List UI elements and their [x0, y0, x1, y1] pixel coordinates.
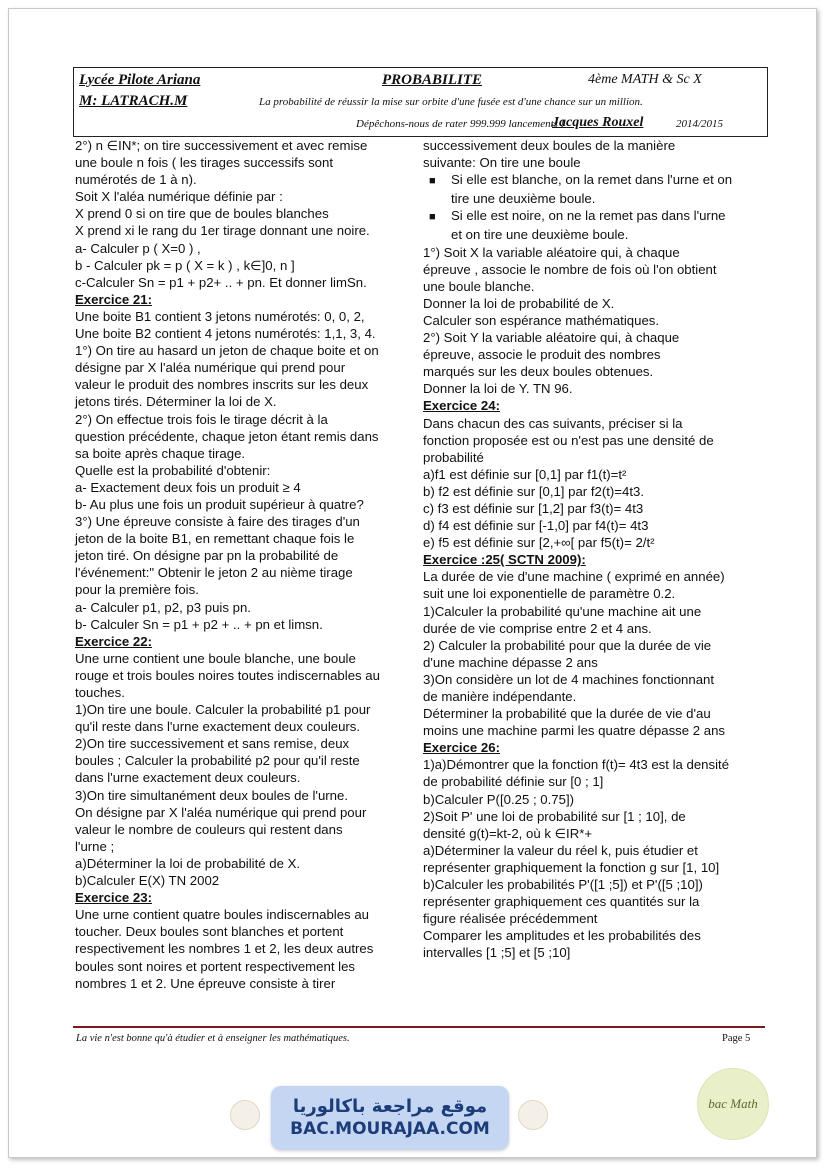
text-line: représenter graphiquement la fonction g sur [1, 10] [423, 859, 720, 875]
text-line: b- Au plus une fois un produit supérieur à quatre? [75, 496, 364, 512]
text-line: c) f3 est définie sur [1,2] par f3(t)= 4t3 [423, 500, 644, 516]
text-line: touches. [75, 685, 125, 700]
text-line: Donner la loi de probabilité de X. [423, 295, 615, 311]
text-line: X prend 0 si on tire que de boules blanches [75, 206, 329, 222]
text-line: 1°) Soit X la variable aléatoire qui, à chaque [423, 244, 680, 260]
text-line: 3)On tire simultanément deux boules de l'urne. [75, 787, 349, 803]
class-label: 4ème MATH & Sc X [588, 72, 702, 87]
text-line: Comparer les amplitudes et les probabilités des [423, 928, 701, 944]
text-line: densité g(t)=kt-2, où k ∈IR*+ [423, 825, 593, 841]
text-line: 2)Soit P' une loi de probabilité sur [1 ; 10], de [423, 808, 686, 824]
text-line: question précédente, chaque jeton étant remis dans [75, 428, 379, 444]
exercise-heading: Exercice :25( SCTN 2009): [423, 552, 586, 568]
text-line: a- Exactement deux fois un produit ≥ 4 [75, 479, 301, 495]
text-line: successivement deux boules de la manière [423, 138, 676, 153]
text-line: et on tire une deuxième boule. [451, 227, 629, 243]
teacher-name: M: LATRACH.M [79, 93, 188, 109]
text-line: probabilité [423, 449, 484, 465]
text-line: b - Calculer pk = p ( X = k ) , k∈]0, n ] [75, 257, 295, 273]
left-logo-icon [230, 1100, 260, 1130]
text-line: Une urne contient quatre boules indiscernables au [75, 907, 369, 923]
text-line: fonction proposée est ou n'est pas une densité de [423, 432, 714, 448]
banner-url[interactable]: BAC.MOURAJAA.COM [290, 1119, 490, 1139]
text-line: boules ; Calculer la probabilité p2 pour qu'il reste [75, 753, 360, 769]
exercise-heading: Exercice 21: [75, 291, 152, 307]
text-line: b) f2 est définie sur [0,1] par f2(t)=4t3. [423, 483, 645, 499]
text-line [423, 207, 768, 226]
text-line: 2) Calculer la probabilité pour que la durée de vie [423, 637, 712, 653]
text-line: 3°) Une épreuve consiste à faire des tirages d'un [75, 514, 360, 530]
text-line: désigne par X l'aléa numérique qui prend pour [75, 360, 346, 376]
text-line: 1)On tire une boule. Calculer la probabilité p1 pour [75, 702, 371, 718]
text-line: a)Déterminer la loi de probabilité de X. [75, 855, 301, 871]
text-line: a)f1 est définie sur [0,1] par f1(t)=t² [423, 466, 627, 482]
text-line: 3)On considère un lot de 4 machines fonctionnant [423, 671, 715, 687]
banner-arabic-title: موقع مراجعة باكالوريا [292, 1096, 488, 1117]
text-line: b)Calculer les probabilités P'([1 ;5]) et P'([5 ;10]) [423, 877, 703, 893]
text-line: jeton tiré. On désigne par pn la probabilité de [75, 548, 339, 564]
text-line: d) f4 est définie sur [-1,0] par f4(t)= 4t3 [423, 518, 649, 534]
left-column [75, 137, 415, 992]
text-line: sa boite après chaque tirage. [75, 445, 246, 461]
text-line: valeur le nombre de couleurs qui restent dans [75, 821, 343, 837]
text-line: représenter graphiquement ces quantités sur la [423, 894, 700, 910]
text-line: b)Calculer E(X) TN 2002 [75, 873, 220, 889]
text-line: 1°) On tire au hasard un jeton de chaque boite et on [75, 343, 379, 359]
text-line: épreuve , associe le nombre de fois où l'on obtient [423, 261, 717, 277]
document-title: PROBABILITE [382, 72, 483, 88]
text-line: tire une deuxième boule. [451, 191, 596, 207]
exercise-heading: Exercice 22: [75, 633, 152, 649]
text-line: qu'il reste dans l'urne exactement deux couleurs. [75, 719, 361, 735]
text-line: Une boite B2 contient 4 jetons numérotés: 1,1, 3, 4. [75, 326, 376, 342]
text-line: Donner la loi de Y. TN 96. [423, 381, 573, 397]
text-line: valeur le produit des nombres inscrits sur les deux [75, 377, 369, 393]
page-number: Page 5 [722, 1033, 751, 1044]
text-line: Une boite B1 contient 3 jetons numérotés: 0, 0, 2, [75, 308, 365, 324]
school-year: 2014/2015 [676, 118, 724, 130]
text-line: suivante: On tire une boule [423, 155, 581, 171]
bullet-text: Si elle est blanche, on la remet dans l'urne et on [451, 172, 733, 188]
text-line: intervalles [1 ;5] et [5 ;10] [423, 945, 571, 961]
text-line: a- Calculer p1, p2, p3 puis pn. [75, 599, 251, 615]
text-line: Soit X l'aléa numérique définie par : [75, 189, 283, 205]
text-line: l'urne ; [75, 838, 115, 854]
text-line: La durée de vie d'une machine ( exprimé en année) [423, 569, 725, 585]
square-bullet-icon: ■ [429, 175, 436, 188]
bac-math-logo: bac Math [697, 1068, 769, 1140]
quote-line-1: La probabilité de réussir la mise sur orbite d'une fusée est d'une chance sur un million. [259, 96, 643, 108]
text-line: durée de vie comprise entre 2 et 4 ans. [423, 620, 652, 636]
text-line: Quelle est la probabilité d'obtenir: [75, 462, 271, 478]
document-header [73, 67, 768, 137]
footer-motto: La vie n'est bonne qu'à étudier et à enseigner les mathématiques. [76, 1033, 350, 1044]
text-line: de manière indépendante. [423, 689, 577, 704]
text-line: jetons tirés. Déterminer la loi de X. [75, 394, 277, 410]
text-line: suit une loi exponentielle de paramètre 0.2. [423, 586, 676, 602]
text-line: rouge et trois boules noires toutes indiscernables au [75, 667, 380, 683]
text-line: Déterminer la probabilité que la durée de vie d'au [423, 706, 711, 722]
text-line: 2)On tire successivement et sans remise, deux [75, 736, 350, 752]
text-line: nombres 1 et 2. Une épreuve consiste à tirer [75, 975, 336, 991]
text-line: Une urne contient une boule blanche, une boule [75, 650, 356, 666]
text-line: 1)Calculer la probabilité qu'une machine ait une [423, 603, 702, 619]
text-line: 2°) On effectue trois fois le tirage décrit à la [75, 411, 328, 427]
text-line: b- Calculer Sn = p1 + p2 + .. + pn et limsn. [75, 616, 323, 632]
footer-divider [73, 1026, 765, 1028]
text-line: boules sont noires et portent respectivement les [75, 958, 356, 974]
text-line: e) f5 est définie sur [2,+∞[ par f5(t)= 2/t² [423, 535, 655, 551]
text-line: respectivement les nombres 1 et 2, les deux autres [75, 941, 374, 957]
text-line: Dans chacun des cas suivants, préciser si la [423, 415, 683, 431]
right-column [423, 137, 768, 962]
text-line: d'une machine dépasse 2 ans [423, 654, 598, 670]
site-banner[interactable] [271, 1086, 509, 1150]
text-line: une boule n fois ( les tirages successifs sont [75, 155, 334, 171]
quote-author: Jacques Rouxel [552, 115, 644, 130]
text-line: numérotés de 1 à n). [75, 172, 197, 188]
text-line [423, 171, 768, 190]
text-line: de probabilité définie sur [0 ; 1] [423, 774, 604, 790]
text-line: c-Calculer Sn = p1 + p2+ .. + pn. Et donner limSn. [75, 274, 367, 290]
exercise-heading: Exercice 23: [75, 890, 152, 906]
text-line: jeton de la boite B1, en remettant chaque fois le [75, 531, 355, 547]
text-line: épreuve, associe le produit des nombres [423, 347, 661, 363]
square-bullet-icon: ■ [429, 211, 436, 224]
text-line: 2°) n ∈IN*; on tire successivement et avec remise [75, 138, 368, 153]
text-line: une boule blanche. [423, 278, 535, 294]
text-line: l'événement:" Obtenir le jeton 2 au nième tirage [75, 565, 353, 581]
quote-line-2: Dépêchons-nous de rater 999.999 lancements ! [356, 118, 565, 130]
exercise-heading: Exercice 26: [423, 740, 500, 756]
exercise-heading: Exercice 24: [423, 398, 500, 414]
text-line: figure réalisée précédemment [423, 911, 598, 927]
text-line: b)Calculer P([0.25 ; 0.75]) [423, 791, 574, 807]
text-line: dans l'urne exactement deux couleurs. [75, 770, 301, 786]
text-line: a- Calculer p ( X=0 ) , [75, 240, 201, 256]
bullet-text: Si elle est noire, on ne la remet pas dans l'urne [451, 208, 726, 224]
text-line: toucher. Deux boules sont blanches et portent [75, 924, 344, 940]
text-line: Calculer son espérance mathématiques. [423, 312, 660, 328]
text-line: a)Déterminer la valeur du réel k, puis étudier et [423, 842, 698, 858]
text-line: moins une machine parmi les quatre dépasse 2 ans [423, 723, 726, 739]
right-logo-icon [518, 1100, 548, 1130]
school-name: Lycée Pilote Ariana [79, 72, 201, 88]
text-line: marqués sur les deux boules obtenues. [423, 364, 654, 380]
text-line: 1)a)Démontrer que la fonction f(t)= 4t3 est la densité [423, 757, 730, 773]
text-line: X prend xi le rang du 1er tirage donnant une noire. [75, 223, 370, 239]
text-line: On désigne par X l'aléa numérique qui prend pour [75, 804, 367, 820]
text-line: pour la première fois. [75, 582, 199, 598]
text-line: 2°) Soit Y la variable aléatoire qui, à chaque [423, 330, 680, 346]
